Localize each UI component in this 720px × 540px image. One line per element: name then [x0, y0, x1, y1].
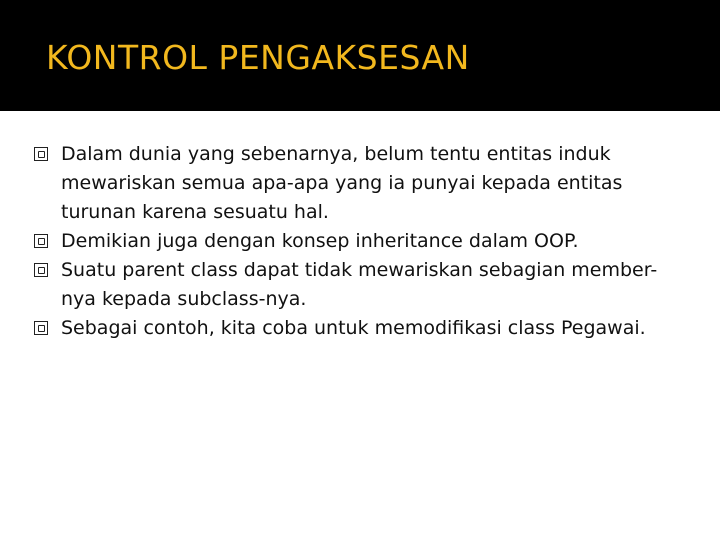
square-bullet-icon: [34, 263, 48, 277]
square-bullet-icon: [34, 321, 48, 335]
slide-title: KONTROL PENGAKSESAN: [46, 38, 470, 77]
list-item: [34, 140, 674, 227]
bullet-text: Demikian juga dengan konsep inheritance dalam OOP.: [61, 230, 579, 252]
bullet-text: Suatu parent class dapat tidak mewariskan sebagian member-nya kepada subclass-nya.: [61, 259, 658, 310]
title-bar: [0, 0, 720, 111]
list-item: [34, 227, 674, 256]
list-item: [34, 314, 674, 343]
square-bullet-icon: [34, 234, 48, 248]
bullet-text: Dalam dunia yang sebenarnya, belum tentu entitas induk mewariskan semua apa-apa yang ia punyai kepada entitas turunan karena sesuatu hal.: [61, 143, 623, 223]
square-bullet-icon: [34, 147, 48, 161]
bullet-list: [34, 140, 674, 343]
bullet-text: Sebagai contoh, kita coba untuk memodifikasi class Pegawai.: [61, 317, 646, 339]
list-item: [34, 256, 674, 314]
